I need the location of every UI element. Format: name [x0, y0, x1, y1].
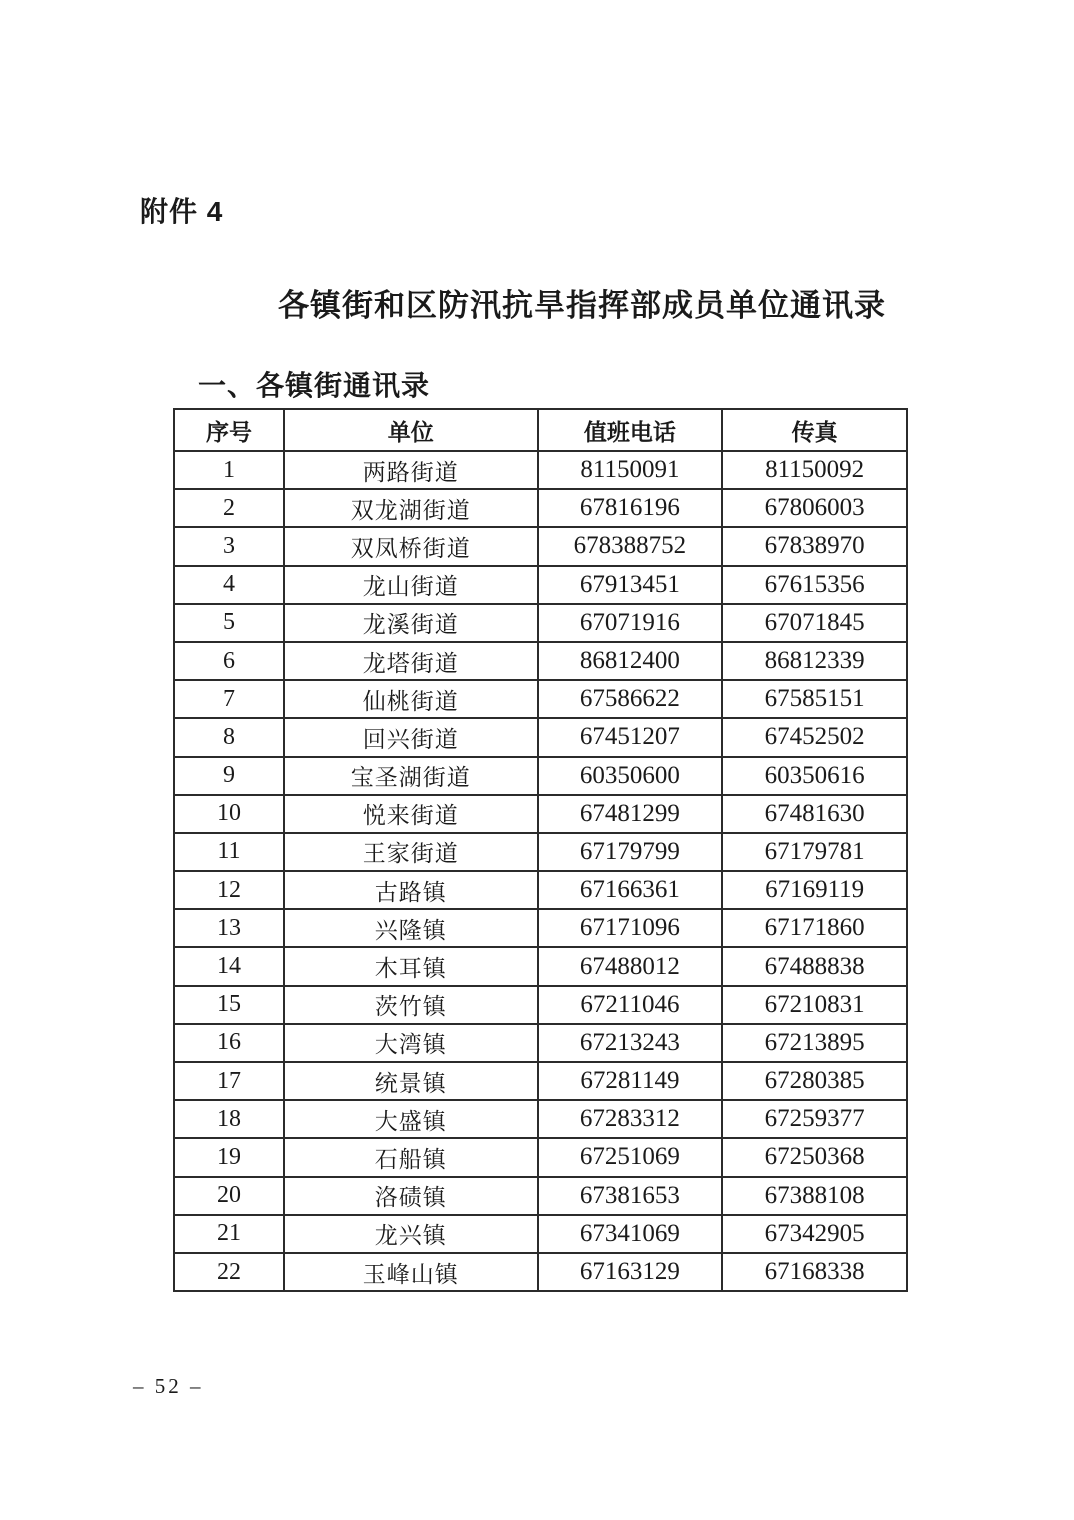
cell-index: 8 [174, 718, 284, 756]
cell-duty-phone: 81150091 [538, 451, 723, 489]
cell-index: 21 [174, 1215, 284, 1253]
cell-fax: 67806003 [722, 489, 907, 527]
table-row [174, 1024, 907, 1062]
cell-fax: 86812339 [722, 642, 907, 680]
attachment-label: 附件 4 [140, 196, 224, 227]
cell-fax: 67838970 [722, 527, 907, 565]
col-header-index: 序号 [174, 409, 284, 451]
cell-index: 3 [174, 527, 284, 565]
cell-duty-phone: 67166361 [538, 871, 723, 909]
col-header-duty-phone: 值班电话 [538, 409, 723, 451]
table-row [174, 1215, 907, 1253]
cell-duty-phone: 67251069 [538, 1138, 723, 1176]
cell-unit: 石船镇 [284, 1138, 538, 1176]
table-row [174, 566, 907, 604]
cell-fax: 67179781 [722, 833, 907, 871]
table-row [174, 1253, 907, 1291]
cell-unit: 龙山街道 [284, 566, 538, 604]
cell-fax: 67481630 [722, 795, 907, 833]
cell-unit: 洛碛镇 [284, 1177, 538, 1215]
cell-fax: 67213895 [722, 1024, 907, 1062]
cell-duty-phone: 67341069 [538, 1215, 723, 1253]
cell-unit: 双凤桥街道 [284, 527, 538, 565]
cell-fax: 81150092 [722, 451, 907, 489]
cell-duty-phone: 67171096 [538, 909, 723, 947]
cell-unit: 龙溪街道 [284, 604, 538, 642]
cell-fax: 67250368 [722, 1138, 907, 1176]
cell-index: 13 [174, 909, 284, 947]
cell-unit: 古路镇 [284, 871, 538, 909]
cell-duty-phone: 67071916 [538, 604, 723, 642]
cell-fax: 67585151 [722, 680, 907, 718]
cell-unit: 龙塔街道 [284, 642, 538, 680]
cell-index: 19 [174, 1138, 284, 1176]
cell-unit: 回兴街道 [284, 718, 538, 756]
contact-directory-table [173, 408, 908, 1292]
cell-duty-phone: 67586622 [538, 680, 723, 718]
cell-unit: 龙兴镇 [284, 1215, 538, 1253]
cell-duty-phone: 67913451 [538, 566, 723, 604]
cell-fax: 67259377 [722, 1100, 907, 1138]
col-header-unit: 单位 [284, 409, 538, 451]
cell-index: 16 [174, 1024, 284, 1062]
cell-duty-phone: 678388752 [538, 527, 723, 565]
table-row [174, 833, 907, 871]
table-header-row [174, 409, 907, 451]
cell-unit: 茨竹镇 [284, 986, 538, 1024]
table-row [174, 1100, 907, 1138]
cell-duty-phone: 67816196 [538, 489, 723, 527]
cell-index: 10 [174, 795, 284, 833]
cell-duty-phone: 86812400 [538, 642, 723, 680]
cell-fax: 67210831 [722, 986, 907, 1024]
cell-unit: 两路街道 [284, 451, 538, 489]
cell-unit: 大湾镇 [284, 1024, 538, 1062]
table-row [174, 1138, 907, 1176]
table-header [174, 409, 907, 451]
cell-fax: 67388108 [722, 1177, 907, 1215]
table-row [174, 451, 907, 489]
cell-index: 18 [174, 1100, 284, 1138]
cell-fax: 67488838 [722, 947, 907, 985]
cell-index: 14 [174, 947, 284, 985]
table-row [174, 1062, 907, 1100]
cell-duty-phone: 67179799 [538, 833, 723, 871]
cell-index: 4 [174, 566, 284, 604]
cell-index: 5 [174, 604, 284, 642]
cell-fax: 67169119 [722, 871, 907, 909]
cell-fax: 67171860 [722, 909, 907, 947]
page-number: – 52 – [133, 1374, 204, 1398]
table-row [174, 642, 907, 680]
cell-fax: 67452502 [722, 718, 907, 756]
cell-unit: 仙桃街道 [284, 680, 538, 718]
cell-index: 7 [174, 680, 284, 718]
cell-unit: 王家街道 [284, 833, 538, 871]
cell-fax: 60350616 [722, 757, 907, 795]
cell-unit: 木耳镇 [284, 947, 538, 985]
table-row [174, 909, 907, 947]
cell-duty-phone: 67488012 [538, 947, 723, 985]
cell-fax: 67280385 [722, 1062, 907, 1100]
cell-index: 1 [174, 451, 284, 489]
cell-duty-phone: 67481299 [538, 795, 723, 833]
cell-duty-phone: 67213243 [538, 1024, 723, 1062]
cell-unit: 悦来街道 [284, 795, 538, 833]
cell-index: 2 [174, 489, 284, 527]
cell-index: 15 [174, 986, 284, 1024]
cell-duty-phone: 67381653 [538, 1177, 723, 1215]
cell-duty-phone: 67451207 [538, 718, 723, 756]
table-row [174, 947, 907, 985]
table-body [174, 451, 907, 1291]
cell-index: 17 [174, 1062, 284, 1100]
table-row [174, 604, 907, 642]
document-title: 各镇街和区防汛抗旱指挥部成员单位通讯录 [278, 288, 886, 323]
cell-index: 6 [174, 642, 284, 680]
cell-index: 11 [174, 833, 284, 871]
table-row [174, 680, 907, 718]
cell-index: 20 [174, 1177, 284, 1215]
table-row [174, 986, 907, 1024]
cell-duty-phone: 67211046 [538, 986, 723, 1024]
table-row [174, 757, 907, 795]
cell-index: 22 [174, 1253, 284, 1291]
cell-unit: 兴隆镇 [284, 909, 538, 947]
cell-unit: 统景镇 [284, 1062, 538, 1100]
section-heading: 一、各镇街通讯录 [198, 370, 431, 401]
cell-fax: 67071845 [722, 604, 907, 642]
table-row [174, 718, 907, 756]
table-row [174, 527, 907, 565]
cell-fax: 67615356 [722, 566, 907, 604]
col-header-fax: 传真 [722, 409, 907, 451]
table-row [174, 795, 907, 833]
cell-unit: 双龙湖街道 [284, 489, 538, 527]
cell-index: 9 [174, 757, 284, 795]
cell-duty-phone: 60350600 [538, 757, 723, 795]
cell-unit: 玉峰山镇 [284, 1253, 538, 1291]
cell-duty-phone: 67281149 [538, 1062, 723, 1100]
cell-duty-phone: 67163129 [538, 1253, 723, 1291]
cell-fax: 67342905 [722, 1215, 907, 1253]
cell-unit: 宝圣湖街道 [284, 757, 538, 795]
table-row [174, 1177, 907, 1215]
cell-fax: 67168338 [722, 1253, 907, 1291]
table-row [174, 871, 907, 909]
table-row [174, 489, 907, 527]
cell-unit: 大盛镇 [284, 1100, 538, 1138]
cell-duty-phone: 67283312 [538, 1100, 723, 1138]
cell-index: 12 [174, 871, 284, 909]
